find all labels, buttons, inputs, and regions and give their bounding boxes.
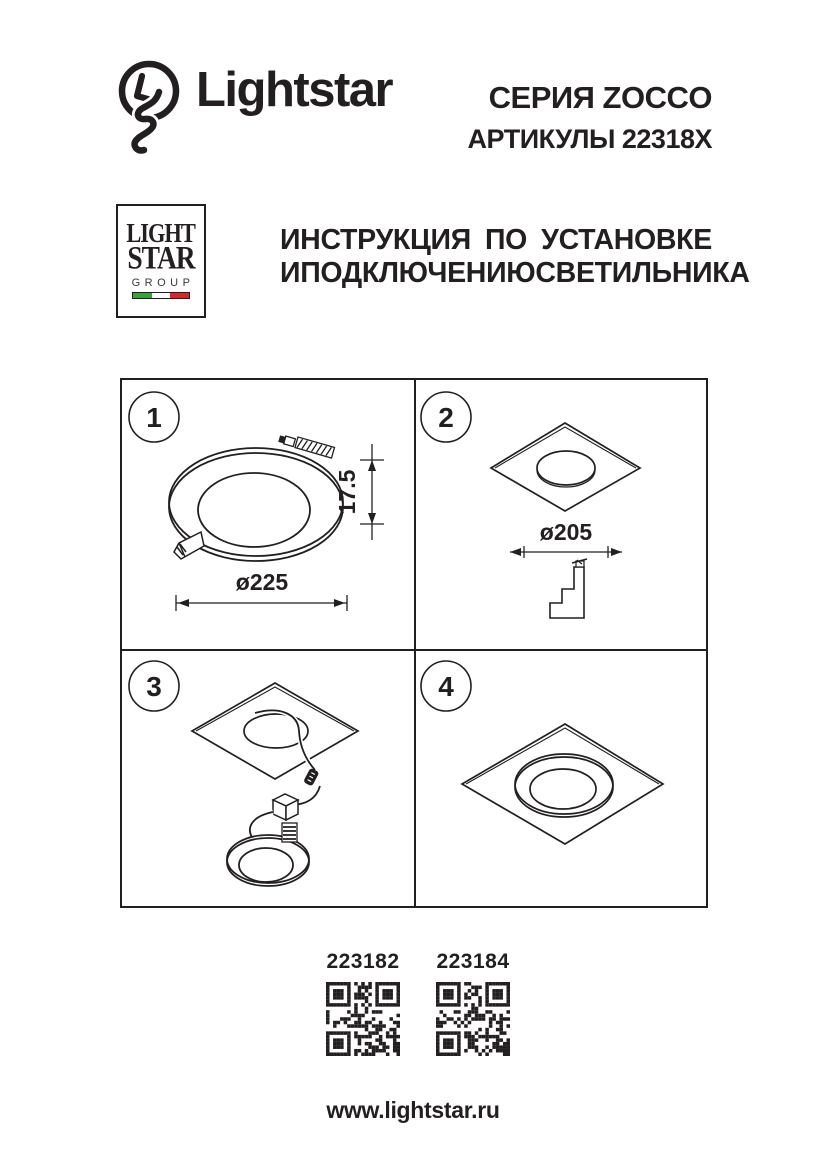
article-label-1: 223182 bbox=[326, 950, 400, 973]
step-3-panel bbox=[122, 651, 414, 906]
dim-hole-value: ø205 bbox=[539, 519, 593, 545]
instruction-title bbox=[280, 224, 750, 290]
step-4-panel bbox=[416, 651, 706, 906]
group-logo-group: GROUP bbox=[131, 277, 195, 289]
flag-green bbox=[133, 293, 152, 298]
terminal-block bbox=[279, 432, 335, 458]
step-3-number: 3 bbox=[146, 671, 162, 702]
step-2-panel bbox=[416, 380, 706, 649]
inline-connector bbox=[303, 768, 319, 787]
dim-height bbox=[334, 444, 384, 540]
dim-diameter-value: ø225 bbox=[235, 569, 289, 595]
instruction-grid bbox=[120, 378, 708, 908]
qr-code-223184 bbox=[436, 982, 510, 1056]
ceiling-cutout-drawing bbox=[192, 683, 358, 779]
step-2-number: 2 bbox=[438, 402, 454, 433]
website-url: www.lightstar.ru bbox=[326, 1097, 500, 1123]
group-logo-star: STAR bbox=[127, 239, 195, 276]
installed-downlight-drawing bbox=[462, 724, 663, 844]
flag-white bbox=[152, 293, 171, 298]
step-4-number: 4 bbox=[438, 671, 454, 702]
ceiling-cutout-drawing bbox=[491, 423, 640, 511]
driver-box bbox=[273, 794, 298, 820]
step-1-number: 1 bbox=[146, 402, 162, 433]
group-logo-light: LIGHT bbox=[126, 216, 196, 248]
series-title: СЕРИЯ ZOCCO bbox=[488, 80, 712, 115]
downlight-drawing bbox=[227, 835, 309, 886]
flag-red bbox=[170, 293, 189, 298]
articles-line: АРТИКУЛЫ 22318X bbox=[467, 124, 712, 154]
dim-height-value: 17.5 bbox=[334, 469, 360, 515]
lightstar-bulb-icon bbox=[116, 54, 200, 170]
instruction-title-line2: И ПОДКЛЮЧЕНИЮ СВЕТИЛЬНИКА bbox=[280, 257, 750, 289]
article-label-2: 223184 bbox=[436, 950, 510, 973]
brand-wordmark: Lightstar bbox=[196, 63, 393, 117]
series-block bbox=[396, 81, 712, 155]
step-1-panel bbox=[122, 380, 414, 649]
step-profile-icon bbox=[550, 559, 587, 618]
lightstar-group-logo bbox=[116, 204, 206, 318]
italian-flag-bar bbox=[132, 292, 190, 299]
instruction-title-line1: ИНСТРУКЦИЯ ПО УСТАНОВКЕ bbox=[280, 224, 712, 256]
luminaire-terminal bbox=[282, 823, 297, 842]
dim-diameter bbox=[176, 569, 347, 611]
dim-hole bbox=[510, 519, 622, 558]
qr-code-223182 bbox=[326, 982, 400, 1056]
